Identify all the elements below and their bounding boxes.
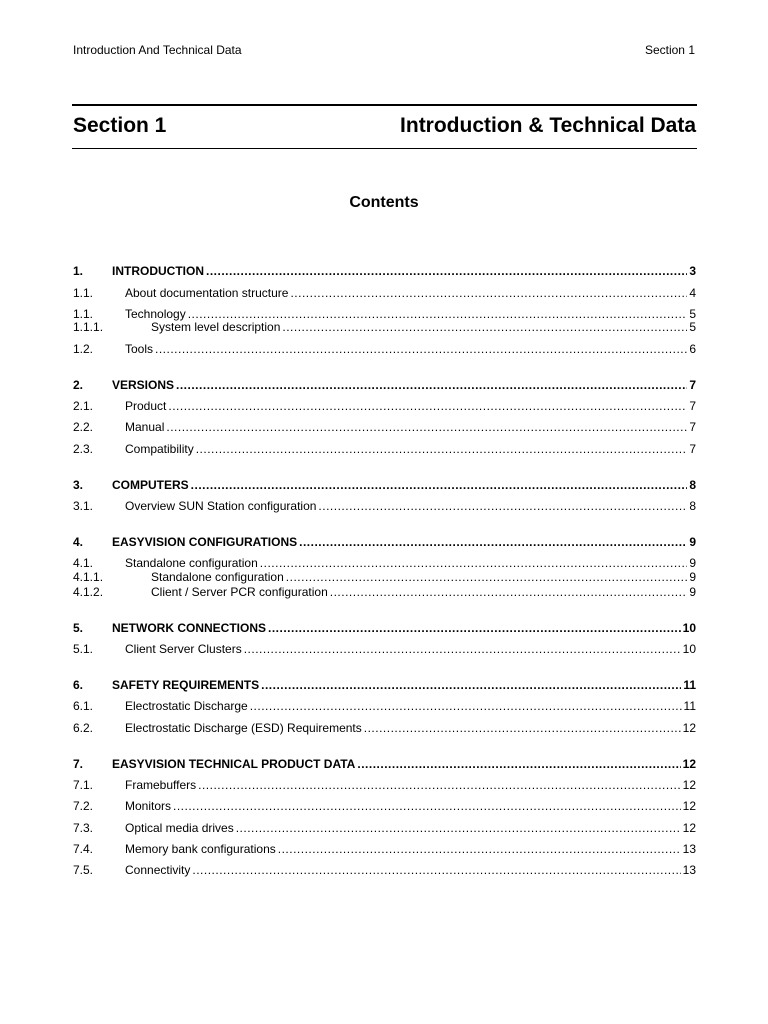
toc-entry-number: 6.: [73, 678, 84, 692]
toc-dot-leader: [261, 678, 681, 692]
toc-entry-number: 1.1.: [73, 307, 94, 321]
toc-entry-page[interactable]: 5: [689, 307, 696, 321]
toc-entry-title[interactable]: EASYVISION CONFIGURATIONS: [112, 535, 298, 549]
toc-entry-body: [125, 778, 696, 792]
toc-entry-page[interactable]: 7: [689, 378, 696, 392]
toc-entry-title[interactable]: Product: [125, 399, 167, 413]
toc-dot-leader: [196, 442, 688, 456]
toc-entry-page[interactable]: 7: [689, 399, 696, 413]
toc-entry-body: [112, 535, 696, 549]
contents-heading: Contents: [349, 194, 419, 211]
toc-entry-title[interactable]: Standalone configuration: [125, 556, 258, 570]
toc-entry[interactable]: [73, 799, 696, 813]
toc-entry-body: [125, 863, 696, 877]
toc-entry[interactable]: [73, 342, 696, 356]
toc-entry-title[interactable]: Electrostatic Discharge: [125, 699, 248, 713]
toc-dot-leader: [168, 399, 687, 413]
toc-entry-number: 1.: [73, 264, 84, 278]
toc-entry-body: [125, 821, 696, 835]
title-bottom-rule: [72, 148, 697, 149]
toc-entry-page[interactable]: 6: [689, 342, 696, 356]
toc-entry-number: 2.: [73, 378, 84, 392]
toc-entry[interactable]: [73, 642, 696, 656]
toc-entry[interactable]: [73, 478, 696, 492]
toc-entry-title[interactable]: COMPUTERS: [112, 478, 189, 492]
toc-entry-body: [125, 799, 696, 813]
toc-entry-number: 2.2.: [73, 420, 94, 434]
toc-entry-body: [151, 570, 696, 584]
running-header-title: Introduction And Technical Data: [73, 43, 242, 57]
toc-entry-number: 5.: [73, 621, 84, 635]
toc-dot-leader: [260, 556, 688, 570]
toc-entry-body: [125, 642, 696, 656]
toc-entry-body: [151, 585, 696, 599]
section-title: [73, 114, 696, 138]
toc-entry-number: 7.2.: [73, 799, 94, 813]
toc-entry-number: 7.1.: [73, 778, 94, 792]
toc-entry-page[interactable]: 9: [689, 585, 696, 599]
toc-entry[interactable]: [73, 821, 696, 835]
toc-entry[interactable]: [73, 570, 696, 584]
running-header-section: Section 1: [644, 43, 695, 57]
toc-entry-page[interactable]: 7: [689, 442, 696, 456]
toc-dot-leader: [166, 420, 687, 434]
running-header: [73, 43, 695, 57]
toc-entry-body: [112, 621, 696, 635]
toc-entry-title[interactable]: Standalone configuration: [151, 570, 284, 584]
toc-entry-body: [125, 842, 696, 856]
toc-entry-number: 1.1.1.: [73, 320, 104, 334]
toc-entry-number: 7.3.: [73, 821, 94, 835]
toc-entry-number: 7.: [73, 757, 84, 771]
toc-entry-page[interactable]: 10: [682, 642, 696, 656]
toc-entry-body: [125, 556, 696, 570]
toc-entry[interactable]: [73, 420, 696, 434]
toc-entry-title[interactable]: System level description: [151, 320, 281, 334]
toc-entry-title[interactable]: VERSIONS: [112, 378, 175, 392]
toc-dot-leader: [173, 799, 681, 813]
toc-entry[interactable]: [73, 399, 696, 413]
toc-entry-number: 2.3.: [73, 442, 94, 456]
toc-dot-leader: [198, 778, 681, 792]
toc-dot-leader: [318, 499, 687, 513]
toc-entry[interactable]: [73, 307, 696, 321]
toc-entry-number: 3.: [73, 478, 84, 492]
toc-dot-leader: [330, 585, 688, 599]
toc-entry-number: 1.2.: [73, 342, 94, 356]
toc-entry-body: [125, 442, 696, 456]
toc-dot-leader: [188, 307, 688, 321]
toc-entry-page[interactable]: 4: [689, 286, 696, 300]
toc-dot-leader: [191, 478, 688, 492]
toc-entry-page[interactable]: 8: [689, 478, 696, 492]
toc-dot-leader: [357, 757, 680, 771]
toc-dot-leader: [290, 286, 687, 300]
toc-entry-title[interactable]: Client / Server PCR configuration: [151, 585, 328, 599]
toc-entry-page[interactable]: 8: [689, 499, 696, 513]
toc-entry-body: [125, 721, 696, 735]
toc-entry-number: 5.1.: [73, 642, 94, 656]
toc-entry-page[interactable]: 9: [689, 570, 696, 584]
toc-entry-body: [112, 478, 696, 492]
toc-entry-number: 7.4.: [73, 842, 94, 856]
toc-entry-title[interactable]: Framebuffers: [125, 778, 197, 792]
toc-entry-title[interactable]: Technology: [125, 307, 186, 321]
section-name: Introduction & Technical Data: [400, 114, 696, 137]
toc-entry-number: 1.1.: [73, 286, 94, 300]
toc-entry-page[interactable]: 12: [682, 778, 696, 792]
toc-entry-page[interactable]: 9: [689, 535, 696, 549]
toc-entry-number: 4.1.: [73, 556, 94, 570]
toc-entry-body: [112, 378, 696, 392]
toc-dot-leader: [206, 264, 687, 278]
toc-entry-body: [125, 399, 696, 413]
toc-dot-leader: [278, 842, 681, 856]
toc-dot-leader: [176, 378, 687, 392]
toc-entry-body: [125, 420, 696, 434]
toc-entry-page[interactable]: 12: [682, 799, 696, 813]
toc-dot-leader: [268, 621, 681, 635]
toc-entry-title[interactable]: INTRODUCTION: [112, 264, 204, 278]
toc-entry[interactable]: [73, 264, 696, 278]
toc-entry-body: [151, 320, 696, 334]
toc-dot-leader: [244, 642, 681, 656]
toc-entry-page[interactable]: 13: [682, 842, 696, 856]
toc-entry-page[interactable]: 12: [682, 821, 696, 835]
toc-entry[interactable]: [73, 378, 696, 392]
toc-entry-body: [125, 307, 696, 321]
toc-dot-leader: [250, 699, 682, 713]
toc-entry-title[interactable]: About documentation structure: [125, 286, 289, 300]
toc-entry-body: [112, 757, 696, 771]
toc-entry-page[interactable]: 9: [689, 556, 696, 570]
toc-entry-body: [125, 342, 696, 356]
toc-entry-page[interactable]: 12: [682, 721, 696, 735]
toc-entry-title[interactable]: EASYVISION TECHNICAL PRODUCT DATA: [112, 757, 356, 771]
toc-entry[interactable]: [73, 778, 696, 792]
toc-dot-leader: [236, 821, 681, 835]
toc-dot-leader: [155, 342, 687, 356]
toc-entry[interactable]: [73, 535, 696, 549]
toc-entry[interactable]: [73, 585, 696, 599]
toc-entry-page[interactable]: 13: [682, 863, 696, 877]
toc-entry-page[interactable]: 5: [689, 320, 696, 334]
toc-entry[interactable]: [73, 678, 696, 692]
toc-entry[interactable]: [73, 863, 696, 877]
toc-entry-title[interactable]: NETWORK CONNECTIONS: [112, 621, 266, 635]
toc-entry-number: 4.1.2.: [73, 585, 104, 599]
toc-entry[interactable]: [73, 842, 696, 856]
toc-entry-body: [112, 678, 696, 692]
toc-entry-number: 3.1.: [73, 499, 94, 513]
toc-entry-page[interactable]: 11: [683, 678, 696, 692]
toc-entry-body: [125, 286, 696, 300]
toc-entry[interactable]: [73, 757, 696, 771]
toc-entry-number: 4.: [73, 535, 84, 549]
toc-entry[interactable]: [73, 699, 696, 713]
toc-entry-title[interactable]: Client Server Clusters: [125, 642, 242, 656]
toc-entry-page[interactable]: 7: [689, 420, 696, 434]
toc-entry-body: [125, 699, 696, 713]
toc-entry-body: [125, 499, 696, 513]
toc-entry[interactable]: [73, 621, 696, 635]
toc-dot-leader: [286, 570, 688, 584]
toc-dot-leader: [299, 535, 687, 549]
toc-dot-leader: [364, 721, 681, 735]
toc-entry-page[interactable]: 11: [683, 699, 696, 713]
toc-entry[interactable]: [73, 556, 696, 570]
toc-entry-page[interactable]: 10: [682, 621, 696, 635]
toc-entry-title[interactable]: Compatibility: [125, 442, 194, 456]
section-number: Section 1: [73, 114, 167, 137]
toc-entry-number: 6.2.: [73, 721, 94, 735]
title-top-rule: [72, 104, 697, 106]
toc-dot-leader: [192, 863, 680, 877]
toc-entry-page[interactable]: 3: [689, 264, 696, 278]
toc-entry-title[interactable]: Overview SUN Station configuration: [125, 499, 317, 513]
toc-entry-title[interactable]: Memory bank configurations: [125, 842, 276, 856]
toc-entry[interactable]: [73, 499, 696, 513]
toc-entry-title[interactable]: Connectivity: [125, 863, 191, 877]
toc-entry-body: [112, 264, 696, 278]
toc-entry-title[interactable]: Optical media drives: [125, 821, 234, 835]
toc-entry-title[interactable]: SAFETY REQUIREMENTS: [112, 678, 260, 692]
toc-entry-title[interactable]: Tools: [125, 342, 154, 356]
toc-entry[interactable]: [73, 320, 696, 334]
toc-entry-title[interactable]: Manual: [125, 420, 165, 434]
toc-entry-title[interactable]: Electrostatic Discharge (ESD) Requirements: [125, 721, 362, 735]
toc-entry-number: 6.1.: [73, 699, 94, 713]
toc-entry[interactable]: [73, 721, 696, 735]
toc-entry-number: 4.1.1.: [73, 570, 104, 584]
toc-entry-number: 7.5.: [73, 863, 94, 877]
toc-dot-leader: [282, 320, 687, 334]
toc-entry-page[interactable]: 12: [682, 757, 696, 771]
toc-entry[interactable]: [73, 286, 696, 300]
toc-entry-title[interactable]: Monitors: [125, 799, 172, 813]
toc-entry[interactable]: [73, 442, 696, 456]
toc-entry-number: 2.1.: [73, 399, 94, 413]
